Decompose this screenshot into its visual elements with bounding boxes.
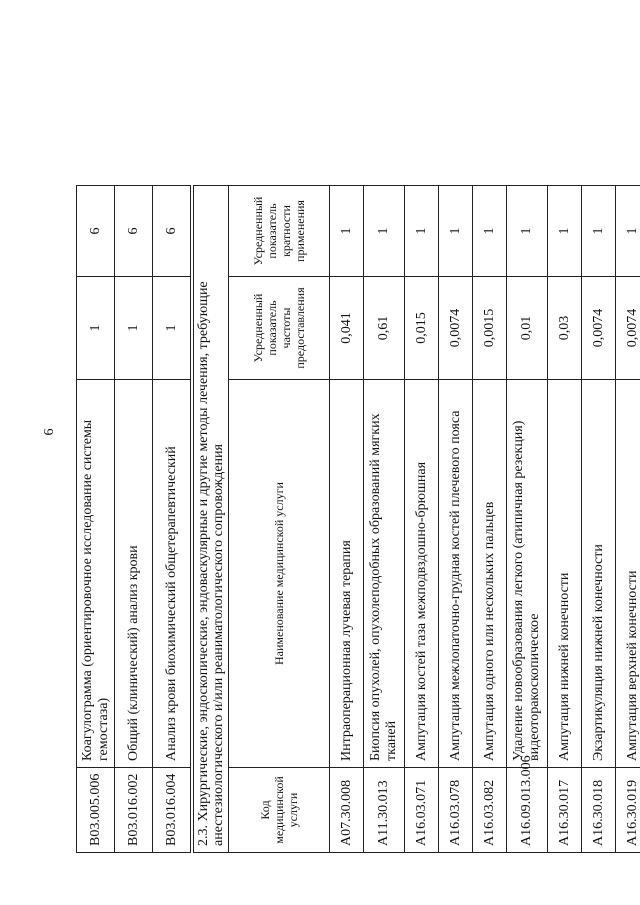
surgical-services-table-body: [194, 0, 640, 853]
frequency-value: 0,01: [507, 277, 548, 380]
service-name: Удаление новообразования легкого (атипичная резекция) видеоторакоскопическое: [507, 380, 548, 768]
frequency-value: 0,0074: [616, 277, 640, 380]
service-name: Ампутация межлопаточно-грудная костей плечевого пояса: [439, 380, 473, 768]
multiplicity-value: 1: [582, 186, 616, 277]
section-title-row: [194, 0, 229, 853]
table-row: [439, 0, 473, 853]
multiplicity-value: 1: [364, 186, 405, 277]
service-code: B03.016.002: [115, 768, 153, 853]
page-number: 6: [42, 428, 57, 436]
multiplicity-value: 1: [548, 186, 582, 277]
header-code: Код медицинской услуги: [229, 768, 330, 853]
service-name: Биопсия опухолей, опухолеподобных образований мягких тканей: [364, 380, 405, 768]
table-row: [153, 0, 191, 853]
multiplicity-value: 1: [405, 186, 439, 277]
lab-tests-table: [76, 0, 191, 853]
header-frequency: Усредненный показатель частоты предоставления: [229, 277, 330, 380]
service-code: B03.005.006: [77, 768, 115, 853]
service-code: A16.03.071: [405, 768, 439, 853]
header-name: Наименование медицинской услуги: [229, 380, 330, 768]
service-name: Ампутация верхней конечности: [616, 380, 640, 768]
table-row: [548, 0, 582, 853]
table-row: [616, 0, 640, 853]
service-name: Общий (клинический) анализ крови: [115, 380, 153, 768]
table-row: [405, 0, 439, 853]
service-name: Интраоперационная лучевая терапия: [330, 380, 364, 768]
table-row: [507, 0, 548, 853]
header-multiplicity: Усредненный показатель кратности применения: [229, 186, 330, 277]
service-code: A16.30.017: [548, 768, 582, 853]
table-row: [77, 0, 115, 853]
frequency-value: 0,0015: [473, 277, 507, 380]
table-row: [330, 0, 364, 853]
service-code: B03.016.004: [153, 768, 191, 853]
frequency-value: 1: [153, 277, 191, 380]
table-header-row: [229, 0, 330, 853]
frequency-value: 0,0074: [439, 277, 473, 380]
service-code: A16.30.018: [582, 768, 616, 853]
multiplicity-value: 6: [153, 186, 191, 277]
service-code: A16.30.019: [616, 768, 640, 853]
service-name: Экзартикуляция нижней конечности: [582, 380, 616, 768]
multiplicity-value: 1: [473, 186, 507, 277]
multiplicity-value: 1: [507, 186, 548, 277]
service-name: Ампутация нижней конечности: [548, 380, 582, 768]
lab-tests-table-body: [77, 0, 191, 853]
service-name: Ампутация одного или нескольких пальцев: [473, 380, 507, 768]
service-name: Коагулограмма (ориентировочное исследование системы гемостаза): [77, 380, 115, 768]
frequency-value: 0,03: [548, 277, 582, 380]
table-row: [364, 0, 405, 853]
service-code: A16.09.013.006: [507, 768, 548, 853]
multiplicity-value: 1: [439, 186, 473, 277]
frequency-value: 1: [77, 277, 115, 380]
table-row: [115, 0, 153, 853]
section-title: 2.3. Хирургические, эндоскопические, эндоваскулярные и другие методы лечения, требующие анестезиологического и/или реаниматологического сопровождения: [194, 186, 229, 853]
table-row: [473, 0, 507, 853]
frequency-value: 1: [115, 277, 153, 380]
service-code: A07.30.008: [330, 768, 364, 853]
multiplicity-value: 1: [330, 186, 364, 277]
frequency-value: 0,041: [330, 277, 364, 380]
frequency-value: 0,015: [405, 277, 439, 380]
frequency-value: 0,61: [364, 277, 405, 380]
service-name: Ампутация костей таза межподвздошно-брюшная: [405, 380, 439, 768]
service-name: Анализ крови биохимический общетерапевтический: [153, 380, 191, 768]
multiplicity-value: 6: [77, 186, 115, 277]
multiplicity-value: 1: [616, 186, 640, 277]
service-code: A16.03.082: [473, 768, 507, 853]
multiplicity-value: 6: [115, 186, 153, 277]
service-code: A11.30.013: [364, 768, 405, 853]
surgical-services-table: [193, 0, 640, 853]
table-row: [582, 0, 616, 853]
service-code: A16.03.078: [439, 768, 473, 853]
frequency-value: 0,0074: [582, 277, 616, 380]
